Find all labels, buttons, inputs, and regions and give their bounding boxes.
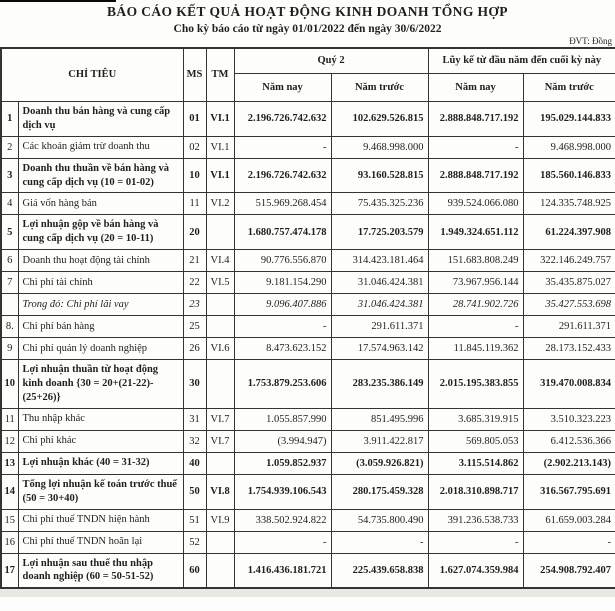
- ytd-current-year-value-cell: 11.845.119.362: [428, 338, 523, 360]
- ytd-prior-year-value-cell: (2.902.213.143): [523, 452, 615, 474]
- ytd-prior-year-value-cell: -: [523, 531, 615, 553]
- column-header-quarter2: Quý 2: [234, 48, 428, 74]
- ytd-prior-year-value-cell: 61.224.397.908: [523, 215, 615, 250]
- row-label-cell: Chi phí tài chính: [18, 272, 183, 294]
- tm-note-cell: VI.1: [206, 102, 234, 137]
- table-header: [1, 48, 615, 102]
- tm-note-cell: VI.9: [206, 509, 234, 531]
- ytd-prior-year-value-cell: 3.510.323.223: [523, 408, 615, 430]
- tm-note-cell: VI.5: [206, 272, 234, 294]
- tm-note-cell: VI.7: [206, 430, 234, 452]
- table-row: [1, 408, 615, 430]
- table-row: [1, 102, 615, 137]
- ytd-current-year-value-cell: 1.949.324.651.112: [428, 215, 523, 250]
- table-row: [1, 193, 615, 215]
- ytd-current-year-value-cell: -: [428, 316, 523, 338]
- row-number-cell: 3: [1, 158, 18, 193]
- ms-code-cell: 10: [183, 158, 206, 193]
- tm-note-cell: VI.1: [206, 136, 234, 158]
- table-row: [1, 294, 615, 316]
- ytd-current-year-value-cell: -: [428, 531, 523, 553]
- row-number-cell: [1, 294, 18, 316]
- column-header-ms: MS: [183, 48, 206, 102]
- row-label-cell: Chi phí thuế TNDN hiện hành: [18, 509, 183, 531]
- row-label-cell: Trong đó: Chi phí lãi vay: [18, 294, 183, 316]
- ytd-prior-year-value-cell: 28.173.152.433: [523, 338, 615, 360]
- ms-code-cell: 11: [183, 193, 206, 215]
- ytd-current-year-value-cell: 3.685.319.915: [428, 408, 523, 430]
- ytd-prior-year-value-cell: 35.435.875.027: [523, 272, 615, 294]
- q2-prior-year-value-cell: 291.611.371: [331, 316, 428, 338]
- ms-code-cell: 32: [183, 430, 206, 452]
- tm-note-cell: [206, 553, 234, 588]
- table-row: [1, 553, 615, 588]
- ytd-current-year-value-cell: 2.018.310.898.717: [428, 474, 523, 509]
- tm-note-cell: VI.4: [206, 250, 234, 272]
- q2-current-year-value-cell: 1.416.436.181.721: [234, 553, 331, 588]
- row-label-cell: Chi phí thuế TNDN hoãn lại: [18, 531, 183, 553]
- scan-bottom-edge: [0, 589, 615, 597]
- q2-prior-year-value-cell: 3.911.422.817: [331, 430, 428, 452]
- q2-prior-year-value-cell: 280.175.459.328: [331, 474, 428, 509]
- ytd-prior-year-value-cell: 35.427.553.698: [523, 294, 615, 316]
- ytd-current-year-value-cell: 28.741.902.726: [428, 294, 523, 316]
- ytd-current-year-value-cell: 2.015.195.383.855: [428, 360, 523, 409]
- row-number-cell: 2: [1, 136, 18, 158]
- ms-code-cell: 51: [183, 509, 206, 531]
- ms-code-cell: 20: [183, 215, 206, 250]
- q2-prior-year-value-cell: 54.735.800.490: [331, 509, 428, 531]
- tm-note-cell: [206, 452, 234, 474]
- q2-current-year-value-cell: 1.754.939.106.543: [234, 474, 331, 509]
- row-number-cell: 4: [1, 193, 18, 215]
- ytd-prior-year-value-cell: 322.146.249.757: [523, 250, 615, 272]
- ytd-current-year-value-cell: -: [428, 136, 523, 158]
- tm-note-cell: VI.8: [206, 474, 234, 509]
- q2-prior-year-value-cell: 283.235.386.149: [331, 360, 428, 409]
- row-number-cell: 10: [1, 360, 18, 409]
- row-number-cell: 11: [1, 408, 18, 430]
- ytd-current-year-value-cell: 151.683.808.249: [428, 250, 523, 272]
- row-number-cell: 7: [1, 272, 18, 294]
- q2-current-year-value-cell: 515.969.268.454: [234, 193, 331, 215]
- row-label-cell: Lợi nhuận thuần từ hoạt động kinh doanh {30 = 20+(21-22)-(25+26)}: [18, 360, 183, 409]
- q2-prior-year-value-cell: 102.629.526.815: [331, 102, 428, 137]
- table-row: [1, 136, 615, 158]
- report-table-body: [1, 102, 615, 589]
- row-number-cell: 14: [1, 474, 18, 509]
- q2-current-year-value-cell: 1.055.857.990: [234, 408, 331, 430]
- q2-prior-year-value-cell: 9.468.998.000: [331, 136, 428, 158]
- ytd-prior-year-value-cell: 124.335.748.925: [523, 193, 615, 215]
- column-header-year-to-date: Lũy kế từ đầu năm đến cuối kỳ này: [428, 48, 615, 74]
- tm-note-cell: VI.7: [206, 408, 234, 430]
- q2-current-year-value-cell: -: [234, 316, 331, 338]
- q2-current-year-value-cell: 2.196.726.742.632: [234, 102, 331, 137]
- table-row: [1, 272, 615, 294]
- q2-current-year-value-cell: 1.753.879.253.606: [234, 360, 331, 409]
- q2-prior-year-value-cell: (3.059.926.821): [331, 452, 428, 474]
- ms-code-cell: 01: [183, 102, 206, 137]
- q2-current-year-value-cell: 90.776.556.870: [234, 250, 331, 272]
- row-number-cell: 5: [1, 215, 18, 250]
- table-row: [1, 430, 615, 452]
- ytd-current-year-value-cell: 73.967.956.144: [428, 272, 523, 294]
- row-number-cell: 9: [1, 338, 18, 360]
- row-number-cell: 16: [1, 531, 18, 553]
- ytd-prior-year-value-cell: 6.412.536.366: [523, 430, 615, 452]
- ytd-prior-year-value-cell: 254.908.792.407: [523, 553, 615, 588]
- q2-prior-year-value-cell: 17.574.963.142: [331, 338, 428, 360]
- q2-current-year-value-cell: 2.196.726.742.632: [234, 158, 331, 193]
- table-row: [1, 158, 615, 193]
- table-row: [1, 531, 615, 553]
- ytd-prior-year-value-cell: 195.029.144.833: [523, 102, 615, 137]
- q2-prior-year-value-cell: 17.725.203.579: [331, 215, 428, 250]
- column-header-tm: TM: [206, 48, 234, 102]
- table-row: [1, 452, 615, 474]
- row-number-cell: 12: [1, 430, 18, 452]
- row-label-cell: Lợi nhuận sau thuế thu nhập doanh nghiệp (60 = 50-51-52): [18, 553, 183, 588]
- row-label-cell: Chi phí bán hàng: [18, 316, 183, 338]
- row-label-cell: Doanh thu bán hàng và cung cấp dịch vụ: [18, 102, 183, 137]
- q2-prior-year-value-cell: 314.423.181.464: [331, 250, 428, 272]
- row-number-cell: 15: [1, 509, 18, 531]
- table-row: [1, 215, 615, 250]
- row-label-cell: Chi phí khác: [18, 430, 183, 452]
- row-number-cell: 13: [1, 452, 18, 474]
- ytd-prior-year-value-cell: 61.659.003.284: [523, 509, 615, 531]
- column-header-q2-current-year: Năm nay: [234, 74, 331, 102]
- table-row: [1, 509, 615, 531]
- currency-unit-label: ĐVT: Đồng: [569, 35, 612, 46]
- q2-prior-year-value-cell: 75.435.325.236: [331, 193, 428, 215]
- tm-note-cell: VI.2: [206, 193, 234, 215]
- income-statement-table: [0, 47, 615, 590]
- row-label-cell: Lợi nhuận khác (40 = 31-32): [18, 452, 183, 474]
- ms-code-cell: 60: [183, 553, 206, 588]
- row-label-cell: Các khoản giảm trừ doanh thu: [18, 136, 183, 158]
- row-number-cell: 1: [1, 102, 18, 137]
- row-label-cell: Chi phí quản lý doanh nghiệp: [18, 338, 183, 360]
- row-label-cell: Lợi nhuận gộp về bán hàng và cung cấp dịch vụ (20 = 10-11): [18, 215, 183, 250]
- q2-current-year-value-cell: 9.096.407.886: [234, 294, 331, 316]
- table-row: [1, 474, 615, 509]
- row-number-cell: 8.: [1, 316, 18, 338]
- q2-current-year-value-cell: 9.181.154.290: [234, 272, 331, 294]
- q2-prior-year-value-cell: 225.439.658.838: [331, 553, 428, 588]
- column-header-ytd-current-year: Năm nay: [428, 74, 523, 102]
- tm-note-cell: [206, 294, 234, 316]
- ytd-current-year-value-cell: 2.888.848.717.192: [428, 158, 523, 193]
- ms-code-cell: 26: [183, 338, 206, 360]
- q2-prior-year-value-cell: 93.160.528.815: [331, 158, 428, 193]
- ytd-current-year-value-cell: 939.524.066.080: [428, 193, 523, 215]
- q2-current-year-value-cell: -: [234, 531, 331, 553]
- ytd-prior-year-value-cell: 316.567.795.691: [523, 474, 615, 509]
- tm-note-cell: [206, 215, 234, 250]
- column-header-chi-tieu: CHỈ TIÊU: [1, 48, 183, 102]
- ytd-prior-year-value-cell: 185.560.146.833: [523, 158, 615, 193]
- report-period-subtitle: Cho kỳ báo cáo từ ngày 01/01/2022 đến ngày 30/6/2022: [173, 22, 442, 35]
- row-number-cell: 6: [1, 250, 18, 272]
- column-header-q2-prior-year: Năm trước: [331, 74, 428, 102]
- row-number-cell: 17: [1, 553, 18, 588]
- ytd-prior-year-value-cell: 291.611.371: [523, 316, 615, 338]
- ytd-current-year-value-cell: 569.805.053: [428, 430, 523, 452]
- ytd-current-year-value-cell: 3.115.514.862: [428, 452, 523, 474]
- tm-note-cell: VI.6: [206, 338, 234, 360]
- ms-code-cell: 40: [183, 452, 206, 474]
- table-row: [1, 250, 615, 272]
- tm-note-cell: [206, 360, 234, 409]
- ytd-current-year-value-cell: 391.236.538.733: [428, 509, 523, 531]
- ms-code-cell: 22: [183, 272, 206, 294]
- table-row: [1, 338, 615, 360]
- ms-code-cell: 50: [183, 474, 206, 509]
- tm-note-cell: [206, 531, 234, 553]
- ms-code-cell: 21: [183, 250, 206, 272]
- row-label-cell: Doanh thu hoạt động tài chính: [18, 250, 183, 272]
- q2-prior-year-value-cell: 31.046.424.381: [331, 294, 428, 316]
- row-label-cell: Doanh thu thuần về bán hàng và cung cấp dịch vụ (10 = 01-02): [18, 158, 183, 193]
- q2-current-year-value-cell: 1.680.757.474.178: [234, 215, 331, 250]
- scan-artifact-line: [0, 0, 116, 2]
- row-label-cell: Tổng lợi nhuận kế toán trước thuế (50 = 30+40): [18, 474, 183, 509]
- q2-prior-year-value-cell: -: [331, 531, 428, 553]
- tm-note-cell: VI.1: [206, 158, 234, 193]
- row-label-cell: Thu nhập khác: [18, 408, 183, 430]
- column-header-ytd-prior-year: Năm trước: [523, 74, 615, 102]
- ytd-prior-year-value-cell: 319.470.008.834: [523, 360, 615, 409]
- table-row: [1, 316, 615, 338]
- ytd-current-year-value-cell: 2.888.848.717.192: [428, 102, 523, 137]
- tm-note-cell: [206, 316, 234, 338]
- q2-current-year-value-cell: 338.502.924.822: [234, 509, 331, 531]
- ytd-prior-year-value-cell: 9.468.998.000: [523, 136, 615, 158]
- q2-prior-year-value-cell: 851.495.996: [331, 408, 428, 430]
- q2-current-year-value-cell: (3.994.947): [234, 430, 331, 452]
- ms-code-cell: 52: [183, 531, 206, 553]
- table-row: [1, 360, 615, 409]
- q2-current-year-value-cell: 8.473.623.152: [234, 338, 331, 360]
- q2-current-year-value-cell: -: [234, 136, 331, 158]
- ytd-current-year-value-cell: 1.627.074.359.984: [428, 553, 523, 588]
- report-title: BÁO CÁO KẾT QUẢ HOẠT ĐỘNG KINH DOANH TỔNG HỢP: [107, 4, 508, 19]
- q2-prior-year-value-cell: 31.046.424.381: [331, 272, 428, 294]
- ms-code-cell: 31: [183, 408, 206, 430]
- ms-code-cell: 25: [183, 316, 206, 338]
- row-label-cell: Giá vốn hàng bán: [18, 193, 183, 215]
- q2-current-year-value-cell: 1.059.852.937: [234, 452, 331, 474]
- ms-code-cell: 02: [183, 136, 206, 158]
- ms-code-cell: 30: [183, 360, 206, 409]
- ms-code-cell: 23: [183, 294, 206, 316]
